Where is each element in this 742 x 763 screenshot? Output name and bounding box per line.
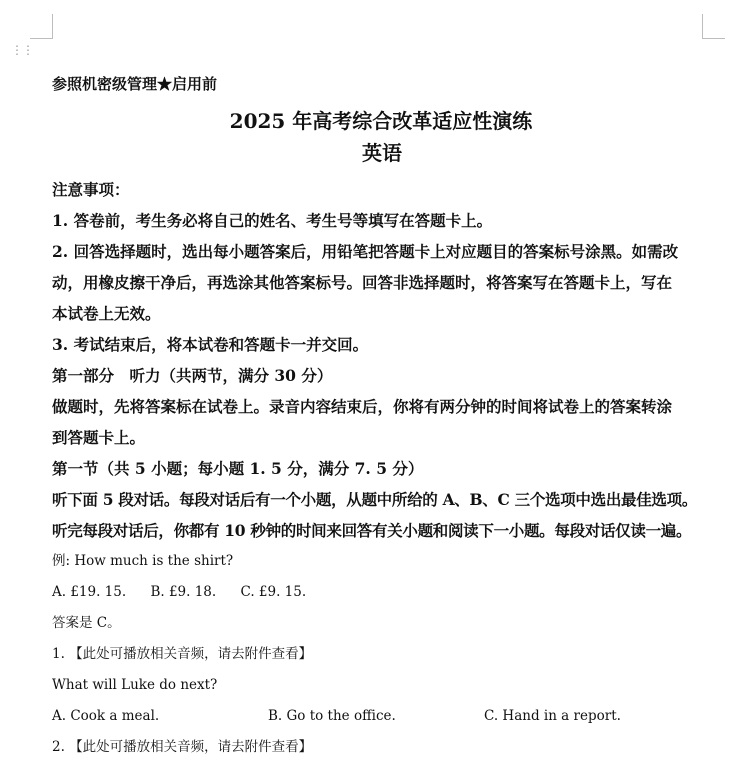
exam-title: 2025 年高考综合改革适应性演练 bbox=[229, 109, 533, 133]
example-options bbox=[52, 577, 712, 608]
example-answer: 答案是 C。 bbox=[52, 615, 121, 631]
question-text: What will Luke do next? bbox=[52, 677, 218, 693]
notes-heading: 注意事项： bbox=[52, 180, 130, 199]
audio-placeholder-link[interactable]: 1. 【此处可播放相关音频，请去附件查看】 bbox=[52, 646, 313, 662]
option-a: A. Cook a meal. bbox=[52, 708, 160, 724]
example-option-c: C. £9. 15. bbox=[240, 584, 307, 600]
part1-heading: 第一部分 听力（共两节，满分 30 分） bbox=[52, 366, 333, 385]
question-options bbox=[52, 701, 712, 732]
crop-mark-top-right bbox=[702, 14, 725, 39]
example-option-b: B. £9. 18. bbox=[150, 584, 217, 600]
confidential-label: 参照机密级管理★启用前 bbox=[52, 75, 218, 93]
note-line: 本试卷上无效。 bbox=[52, 304, 161, 323]
section1-instruction: 听完每段对话后，你都有 10 秒钟的时间来回答有关小题和阅读下一小题。每段对话仅读一遍。 bbox=[52, 521, 692, 540]
exam-subject: 英语 bbox=[362, 141, 402, 165]
document-page bbox=[52, 72, 712, 763]
crop-mark-top-left bbox=[30, 14, 53, 39]
drag-handle-icon[interactable]: ⋮⋮ bbox=[11, 43, 33, 57]
audio-placeholder-link[interactable]: 2. 【此处可播放相关音频，请去附件查看】 bbox=[52, 739, 313, 755]
note-line: 动，用橡皮擦干净后，再选涂其他答案标号。回答非选择题时，将答案写在答题卡上，写在 bbox=[52, 273, 673, 292]
note-line: 1. 答卷前，考生务必将自己的姓名、考生号等填写在答题卡上。 bbox=[52, 211, 493, 230]
option-b: B. Go to the office. bbox=[268, 708, 396, 724]
part1-instruction: 做题时，先将答案标在试卷上。录音内容结束后，你将有两分钟的时间将试卷上的答案转涂 bbox=[52, 397, 673, 416]
note-line: 3. 考试结束后，将本试卷和答题卡一并交回。 bbox=[52, 335, 369, 354]
part1-instruction: 到答题卡上。 bbox=[52, 428, 146, 447]
example-option-a: A. £19. 15. bbox=[52, 584, 127, 600]
example-question: 例: How much is the shirt? bbox=[52, 553, 234, 569]
note-line: 2. 回答选择题时，选出每小题答案后，用铅笔把答题卡上对应题目的答案标号涂黑。如需改 bbox=[52, 242, 679, 261]
section1-instruction: 听下面 5 段对话。每段对话后有一个小题，从题中所给的 A、B、C 三个选项中选出最佳选项。 bbox=[52, 490, 698, 509]
option-c: C. Hand in a report. bbox=[484, 708, 621, 724]
section1-heading: 第一节（共 5 小题；每小题 1. 5 分，满分 7. 5 分） bbox=[52, 459, 424, 478]
